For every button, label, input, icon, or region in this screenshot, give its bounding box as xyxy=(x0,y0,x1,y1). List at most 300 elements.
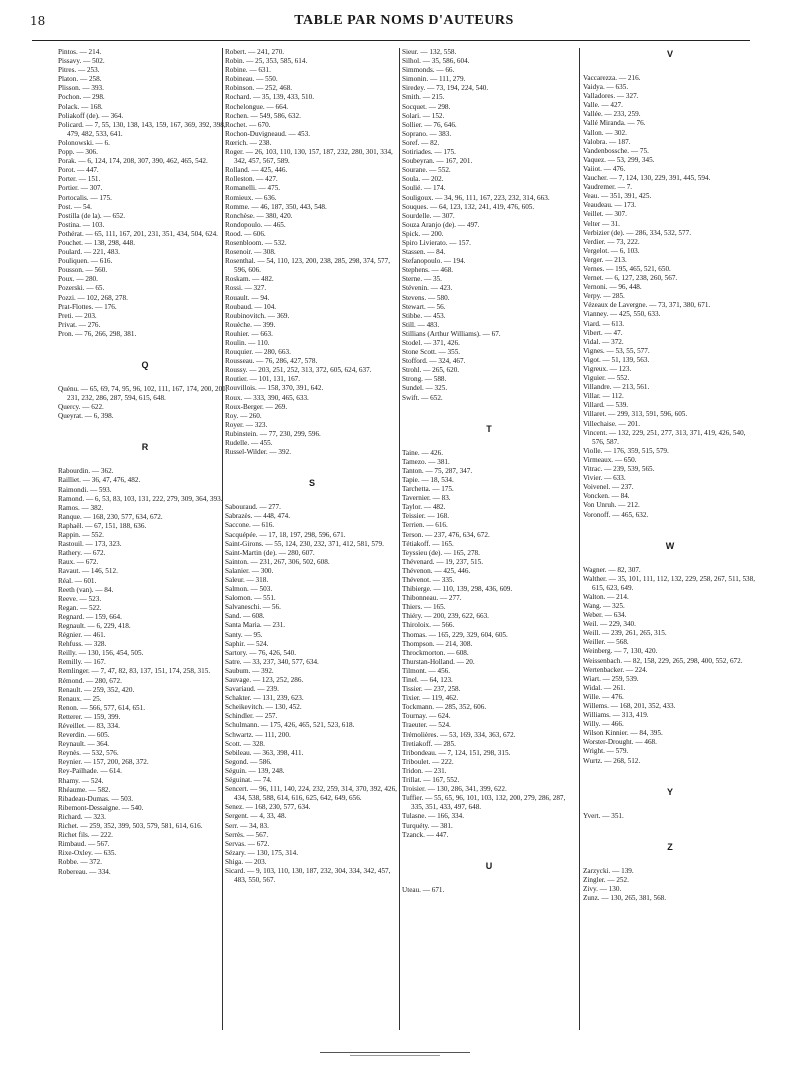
index-entry: Tribondeau. — 7, 124, 151, 298, 315. xyxy=(402,748,511,757)
index-entry: Preti. — 203. xyxy=(58,311,97,320)
index-entry: Wille. — 476. xyxy=(583,692,624,701)
index-entry: Veaudeau. — 173. xyxy=(583,201,637,210)
index-entry: Vignes. — 53, 55, 577. xyxy=(583,346,650,355)
section-letter: T xyxy=(486,423,492,434)
index-entry: Thiéry. — 200, 239, 622, 663. xyxy=(402,612,489,621)
index-entry: Rouhier. — 663. xyxy=(225,329,273,338)
index-entry: Willems. — 168, 201, 352, 433. xyxy=(583,702,676,710)
index-entry: Vitrac. — 239, 539, 565. xyxy=(583,465,655,474)
index-entry: Viguier. — 552. xyxy=(583,374,630,383)
index-entry: Vernet. — 6, 127, 238, 260, 567. xyxy=(583,274,678,283)
index-entry: Thurstan-Holland. — 20. xyxy=(402,657,475,666)
index-entry: Spiro Livierato. — 157. xyxy=(402,238,471,247)
index-entry: Santa Maria. — 231. xyxy=(225,621,286,630)
index-entry: Romanelli. — 475. xyxy=(225,184,281,193)
index-entry: Raimondi. — 593. xyxy=(58,485,112,494)
index-entry: Vernoni. — 96, 448. xyxy=(583,283,642,292)
index-entry: Zingler. — 252. xyxy=(583,875,629,884)
index-entry: Souques. — 64, 123, 132, 241, 419, 476, 605. xyxy=(402,202,535,211)
index-entry: Silhol. — 35, 586, 604. xyxy=(402,57,470,66)
index-entry: Trillat. — 167, 552. xyxy=(402,776,460,785)
index-entry: Réal. — 601. xyxy=(58,576,97,585)
index-entry: Stone Scott. — 355. xyxy=(402,348,461,357)
index-entry: Villandre. — 213, 561. xyxy=(583,383,650,392)
index-entry: Rehfuss. — 328. xyxy=(58,640,107,649)
index-entry: Roubinovitch. — 369. xyxy=(225,311,290,320)
index-entry: Rousseau. — 76, 286, 427, 578. xyxy=(225,357,318,366)
index-entry: Reynault. — 364. xyxy=(58,740,110,749)
index-entry: Teissier. — 168. xyxy=(402,512,450,521)
index-entry: Rémond. — 280, 672. xyxy=(58,676,122,685)
index-entry: Walther. — 35, 101, 111, 112, 132, 229, 258, 267, 511, 538, 615, 623, 649. xyxy=(583,574,756,592)
index-entry: Tarchetta. — 175. xyxy=(402,485,454,494)
index-entry: Tzanck. — 447. xyxy=(402,830,449,839)
index-entry: Rouquier. — 280, 663. xyxy=(225,348,291,357)
index-entry: Sergent. — 4, 33, 48. xyxy=(225,812,287,821)
index-entry: Senez. — 168, 230, 577, 634. xyxy=(225,803,311,812)
index-entry: Schwartz. — 111, 200. xyxy=(225,730,291,739)
index-entry: Robin. — 25, 353, 585, 614. xyxy=(225,57,308,66)
index-entry: Reeth (van). — 84. xyxy=(58,585,114,594)
index-entry: Vallée. — 233, 259. xyxy=(583,110,641,119)
index-entry: Privat. — 276. xyxy=(58,320,101,329)
index-entry: Rochon-Duvigneaud. — 453. xyxy=(225,129,311,138)
index-entry: Thiers. — 165. xyxy=(402,603,446,612)
index-entry: Roskam. — 482. xyxy=(225,275,274,284)
index-entry: Saubum. — 392. xyxy=(225,666,274,675)
index-entry: Vaquez. — 53, 299, 345. xyxy=(583,155,655,164)
index-entry: Weill. — 239, 261, 265, 315. xyxy=(583,629,667,638)
index-entry: Richard. — 323. xyxy=(58,812,106,821)
index-entry: Tridon. — 231. xyxy=(402,766,447,775)
index-entry: Robine. — 631. xyxy=(225,66,271,75)
index-entry: Saint-Martin (de). — 280, 607. xyxy=(225,548,315,557)
index-entry: Stibbe. — 453. xyxy=(402,311,446,320)
index-entry: Rossi. — 327. xyxy=(225,284,267,293)
index-column-1 xyxy=(58,48,232,877)
index-entry: Vaiiot. — 476. xyxy=(583,164,626,173)
index-entry: Ramos. — 382. xyxy=(58,503,104,512)
section-letter: U xyxy=(485,860,493,871)
index-entry: Tulasne. — 166, 334. xyxy=(402,812,465,821)
index-entry: Widal. — 261. xyxy=(583,683,626,692)
index-entry: Reilly. — 130, 156, 454, 505. xyxy=(58,649,144,658)
index-entry: Thévenon. — 425, 446. xyxy=(402,566,471,575)
index-entry: Von Unruh. — 212. xyxy=(583,501,640,510)
index-entry: Ravaut. — 146, 512. xyxy=(58,567,118,576)
index-entry: Yvert. — 351. xyxy=(583,811,624,820)
index-entry: Raphaël. — 67, 151, 188, 636. xyxy=(58,521,147,530)
index-entry: Rey-Pailhade. — 614. xyxy=(58,767,122,776)
index-entry: Violle. — 176, 359, 515, 579. xyxy=(583,446,669,455)
index-entry: Stofford. — 324, 467. xyxy=(402,357,466,366)
index-entry: Salomon. — 551. xyxy=(225,594,276,603)
index-entry: Pintos. — 214. xyxy=(58,48,102,56)
section-letter: S xyxy=(308,478,315,489)
index-entry: Platon. — 258. xyxy=(58,75,102,84)
index-entry: Vigot. — 51, 139, 563. xyxy=(583,355,650,364)
index-entry: Portocalis. — 175. xyxy=(58,193,112,202)
index-entry: Santy. — 95. xyxy=(225,630,263,639)
index-entry: Rochelongue. — 664. xyxy=(225,102,289,111)
index-entry: Rouèche. — 399. xyxy=(225,320,276,329)
index-entry: Régnier. — 461. xyxy=(58,631,106,640)
index-entry: Porak. — 6, 124, 174, 208, 307, 390, 462, 465, 542. xyxy=(58,157,208,166)
index-entry: Wang. — 325. xyxy=(583,601,625,610)
index-entry: Wiart. — 259, 539. xyxy=(583,674,639,683)
index-entry: Roger. — 26, 103, 110, 130, 157, 187, 232, 280, 301, 334, 342, 457, 567, 589. xyxy=(225,148,393,166)
index-entry: Thibierge. — 110, 139, 298, 436, 609. xyxy=(402,585,513,594)
index-entry: Triboulet. — 222. xyxy=(402,757,454,766)
index-entry: Schulmann. — 175, 426, 465, 521, 523, 618. xyxy=(225,721,355,730)
index-entry: Tockmann. — 285, 352, 606. xyxy=(402,703,487,712)
index-entry: Vergelot. — 6, 103. xyxy=(583,246,640,255)
index-entry: Segond. — 586. xyxy=(225,757,272,766)
index-entry: Savariaud. — 239. xyxy=(225,685,279,694)
index-entry: Soprano. — 383. xyxy=(402,129,452,138)
index-entry: Vandenbossche. — 75. xyxy=(583,146,649,155)
index-entry: Romme. — 46, 187, 350, 443, 548. xyxy=(225,202,327,211)
index-entry: Russel-Wilder. — 392. xyxy=(225,448,291,457)
index-entry: Verbizier (de). — 286, 334, 532, 577. xyxy=(583,228,691,237)
index-entry: Virmeaux. — 650. xyxy=(583,455,637,464)
index-entry: Wertenbacker. — 224. xyxy=(583,665,648,674)
index-entry: Schakter. — 131, 239, 623. xyxy=(225,694,304,703)
index-entry: Séguin. — 139, 248. xyxy=(225,766,285,775)
index-entry: Rood. — 606. xyxy=(225,229,266,238)
index-entry: Siredey. — 73, 194, 224, 540. xyxy=(402,84,489,93)
index-entry: Rappin. — 552. xyxy=(58,531,104,540)
index-entry: Thompson. — 214, 308. xyxy=(402,639,473,648)
index-entry: Saccone. — 616. xyxy=(225,521,275,530)
index-entry: Valladores. — 327. xyxy=(583,92,639,101)
index-entry: Veau. — 351, 391, 425. xyxy=(583,192,652,201)
index-entry: Tixier. — 119, 462. xyxy=(402,694,459,703)
index-entry: Satre. — 33, 237, 340, 577, 634. xyxy=(225,657,319,666)
index-entry: Weil. — 229, 340. xyxy=(583,620,636,629)
index-entry: Uteau. — 671. xyxy=(402,885,445,894)
index-entry: Zunz. — 130, 265, 381, 568. xyxy=(583,894,667,903)
index-entry: Royer. — 323. xyxy=(225,420,268,429)
index-entry: Prat-Flottes. — 176. xyxy=(58,302,117,311)
index-entry: Regnault. — 6, 229, 418. xyxy=(58,621,131,630)
index-entry: Richet. — 259, 352, 399, 503, 579, 581, 614, 616. xyxy=(58,822,203,831)
index-entry: Rastouil. — 173, 323. xyxy=(58,540,122,549)
index-entry: Serrès. — 567. xyxy=(225,830,269,839)
index-entry: Vernes. — 195, 465, 521, 650. xyxy=(583,264,671,273)
index-entry: Sabrazès. — 448, 474. xyxy=(225,512,291,521)
index-entry: Tamezo. — 381. xyxy=(402,457,450,466)
index-entry: Plisson. — 393. xyxy=(58,84,104,93)
index-entry: Zarzycki. — 139. xyxy=(583,866,634,875)
index-entry: Turquéty. — 381. xyxy=(402,821,453,830)
index-entry: Tinel. — 64, 123. xyxy=(402,676,453,684)
section-letter: R xyxy=(141,442,149,453)
index-entry: Scott. — 328. xyxy=(225,739,265,748)
index-entry: Thévenot. — 335. xyxy=(402,575,455,584)
section-letter: Y xyxy=(666,786,673,797)
index-entry: Rœrich. — 238. xyxy=(225,138,272,147)
index-entry: Voncken. — 84. xyxy=(583,492,630,501)
index-entry: Pissavy. — 502. xyxy=(58,57,105,66)
section-letter: V xyxy=(666,49,673,59)
index-entry: Rochet. — 670. xyxy=(225,120,271,129)
index-entry: Weber. — 634. xyxy=(583,611,627,620)
index-entry: Wilson Kinnier. — 84, 395. xyxy=(583,729,663,738)
index-column-4 xyxy=(583,48,757,903)
index-entry: Poux. — 280. xyxy=(58,275,98,284)
index-entry: Quercy. — 622. xyxy=(58,403,104,412)
index-entry: Sourane. — 552. xyxy=(402,166,451,175)
index-entry: Villard. — 539. xyxy=(583,401,629,410)
index-entry: Verpy. — 285. xyxy=(583,292,625,301)
index-entry: Soubeyran. — 167, 201. xyxy=(402,157,473,166)
index-entry: Vincent. — 132, 229, 251, 277, 313, 371, 419, 426, 540, 576, 587. xyxy=(583,428,746,446)
index-entry: Vaccarezza. — 216. xyxy=(583,74,641,82)
index-entry: Routier. — 101, 131, 167. xyxy=(225,375,301,384)
index-entry: Vaidya. — 635. xyxy=(583,83,629,92)
index-entry: Sabouraud. — 277. xyxy=(225,503,281,512)
index-entry: Séguinat. — 74. xyxy=(225,776,272,785)
index-entry: Worster-Drought. — 468. xyxy=(583,738,657,747)
index-entry: Rosenbloom. — 532. xyxy=(225,238,287,247)
index-entry: Spick. — 200. xyxy=(402,229,444,238)
index-entry: Rondopoulo. — 465. xyxy=(225,220,286,229)
index-entry: Post. — 54. xyxy=(58,202,92,211)
index-entry: Terson. — 237, 476, 634, 672. xyxy=(402,530,490,539)
index-entry: Rixe-Oxley. — 635. xyxy=(58,849,117,858)
index-entry: Vaudremer. — 7. xyxy=(583,183,633,192)
index-entry: Reeve. — 523. xyxy=(58,594,102,603)
index-entry: Rudelle. — 455. xyxy=(225,439,273,448)
index-entry: Pozzi. — 102, 268, 278. xyxy=(58,293,128,302)
index-entry: Vivier. — 633. xyxy=(583,474,626,483)
index-entry: Reynier. — 157, 200, 268, 372. xyxy=(58,758,149,767)
index-entry: Stassen. — 84. xyxy=(402,248,446,257)
index-entry: Wurtz. — 268, 512. xyxy=(583,756,641,765)
index-entry: Réveillet. — 83, 334. xyxy=(58,722,120,730)
index-entry: Valle. — 427. xyxy=(583,101,623,110)
index-entry: Sieur. — 132, 558. xyxy=(402,48,457,56)
index-entry: Pousson. — 560. xyxy=(58,266,108,275)
index-entry: Servas. — 672. xyxy=(225,839,270,848)
index-entry: Thibonneau. — 277. xyxy=(402,594,462,603)
index-entry: Shiga. — 203. xyxy=(225,857,267,866)
section-letter: Z xyxy=(667,841,673,852)
index-entry: Taine. — 426. xyxy=(402,448,444,457)
index-entry: Willy. — 466. xyxy=(583,720,624,729)
index-entry: Railliet. — 36, 47, 476, 482. xyxy=(58,476,141,485)
index-entry: Soula. — 202. xyxy=(402,175,444,184)
section-letter: Q xyxy=(141,360,149,370)
index-entry: Soref. — 82. xyxy=(402,138,440,147)
index-entry: Renaux. — 25. xyxy=(58,694,102,703)
index-entry: Rimbaud. — 567. xyxy=(58,840,110,849)
page-title: TABLE PAR NOMS D'AUTEURS xyxy=(294,13,514,28)
index-entry: Sacquépée. — 17, 18, 197, 298, 596, 671. xyxy=(225,530,346,539)
index-entry: Roussy. — 203, 251, 252, 313, 372, 605, 624, 637. xyxy=(225,366,372,375)
index-entry: Rosenthal. — 54, 110, 123, 200, 238, 285, 298, 374, 577, 596, 606. xyxy=(225,257,391,275)
index-entry: Popp. — 306. xyxy=(58,148,98,157)
index-entry: Sotiriades. — 175. xyxy=(402,148,456,157)
index-entry: Vigreux. — 123. xyxy=(583,365,632,373)
index-entry: Tretiakoff. — 285. xyxy=(402,739,456,748)
index-entry: Troisier. — 130, 286, 341, 399, 622. xyxy=(402,785,507,794)
index-entry: Still. — 483. xyxy=(402,320,440,329)
index-entry: Sand. — 608. xyxy=(225,612,265,621)
index-entry: Villechaise. — 201. xyxy=(583,419,641,428)
index-entry: Polack. — 168. xyxy=(58,102,103,111)
index-entry: Soulié. — 174. xyxy=(402,184,446,193)
index-column-2 xyxy=(225,48,399,885)
index-entry: Pothérat. — 65, 111, 167, 201, 231, 351, 434, 504, 624. xyxy=(58,229,218,238)
index-entry: Teyssieu (de). — 165, 278. xyxy=(402,548,480,557)
index-entry: Velter — 31. xyxy=(583,219,620,228)
index-entry: Sartory. — 76, 426, 540. xyxy=(225,648,297,657)
index-entry: Weissenbach. — 82, 158, 229, 265, 298, 400, 552, 672. xyxy=(583,656,743,665)
index-entry: Polonowski. — 6. xyxy=(58,138,110,147)
index-column-3 xyxy=(402,48,576,895)
index-entry: Stévenin. — 423. xyxy=(402,284,453,293)
index-entry: Stephens. — 468. xyxy=(402,266,454,275)
index-entry: Tanton. — 75, 287, 347. xyxy=(402,466,473,475)
index-entry: Socquet. — 298. xyxy=(402,102,451,111)
index-entry: Tournay. — 624. xyxy=(402,712,451,721)
index-entry: Salanier. — 300. xyxy=(225,566,274,575)
index-entry: Tapie. — 18, 534. xyxy=(402,475,454,484)
index-entry: Portier. — 307. xyxy=(58,184,103,193)
index-entry: Reverdin. — 605. xyxy=(58,731,110,740)
index-entry: Stevens. — 580. xyxy=(402,293,450,302)
bottom-ornament xyxy=(320,1052,470,1056)
index-entry: Policard. — 7, 55, 130, 138, 143, 159, 167, 369, 392, 398, 479, 482, 533, 641. xyxy=(58,120,226,138)
index-entry: Tétiakoff. — 165. xyxy=(402,539,454,548)
index-entry: Regnard. — 159, 664. xyxy=(58,612,122,621)
index-entry: Quénu. — 65, 69, 74, 95, 96, 102, 111, 167, 174, 200, 201, 231, 232, 286, 287, 594, 615, 648. xyxy=(58,385,228,403)
index-entry: Strong. — 588. xyxy=(402,375,447,384)
index-entry: Stillians (Arthur Williams). — 67. xyxy=(402,329,501,338)
index-entry: Sundel. — 325. xyxy=(402,384,448,393)
index-entry: Thomas. — 165, 229, 329, 604, 605. xyxy=(402,630,508,639)
index-entry: Sollier. — 76, 646. xyxy=(402,120,457,129)
index-entry: Vézeaux de Lavergne. — 73, 371, 380, 671. xyxy=(583,301,711,310)
index-entry: Raux. — 672. xyxy=(58,558,99,567)
index-entry: Vibert. — 47. xyxy=(583,328,623,337)
index-entry: Tuffier. — 55, 65, 96, 101, 103, 132, 200, 279, 286, 287, 335, 351, 433, 497, 648. xyxy=(402,794,566,812)
index-entry: Pouchet. — 138, 298, 448. xyxy=(58,238,136,247)
index-entry: Thévenard. — 19, 237, 515. xyxy=(402,557,484,566)
index-entry: Swift. — 652. xyxy=(402,393,443,402)
index-entry: Rochen. — 549, 586, 632. xyxy=(225,111,301,120)
index-entry: Souza Aranjo (de). — 497. xyxy=(402,220,480,229)
index-entry: Verdier. — 73, 222. xyxy=(583,237,640,246)
index-entry: Vaucher. — 7, 124, 130, 229, 391, 445, 594. xyxy=(583,174,711,183)
index-entry: Rolleston. — 427. xyxy=(225,175,278,184)
index-entry: Rouvillois. — 158, 370, 391, 642. xyxy=(225,384,324,393)
index-entry: Rhéaume. — 582. xyxy=(58,785,111,794)
index-entry: Rosenoir. — 308. xyxy=(225,248,276,257)
index-entry: Wagner. — 82, 307. xyxy=(583,565,641,574)
index-entry: Rathery. — 672. xyxy=(58,549,106,558)
index-entry: Roux. — 333, 390, 465, 633. xyxy=(225,393,309,402)
index-entry: Sebileau. — 363, 398, 411. xyxy=(225,748,304,757)
index-entry: Schindler. — 257. xyxy=(225,712,278,721)
index-entry: Poulard. — 221, 483. xyxy=(58,248,120,257)
index-entry: Pron. — 76, 266, 298, 381. xyxy=(58,329,137,338)
index-entry: Rhamy. — 524. xyxy=(58,776,104,785)
index-entry: Richet fils. — 222. xyxy=(58,831,113,840)
index-entry: Ranque. — 168, 230, 577, 634, 672. xyxy=(58,512,163,521)
index-entry: Smith. — 215. xyxy=(402,93,445,102)
index-entry: Wright. — 579. xyxy=(583,747,629,756)
index-entry: Salmon. — 503. xyxy=(225,585,273,594)
index-entry: Valobra. — 187. xyxy=(583,137,631,146)
index-entry: Robert. — 241, 270. xyxy=(225,48,285,56)
index-entry: Poliakoff (de). — 364. xyxy=(58,111,124,120)
index-entry: Strohl. — 265, 620. xyxy=(402,366,460,375)
index-entry: Thiroloix. — 566. xyxy=(402,621,455,630)
index-entry: Stodel. — 371, 426. xyxy=(402,339,460,347)
index-entry: Voronoff. — 465, 632. xyxy=(583,510,649,519)
index-entry: Tissier. — 237, 258. xyxy=(402,685,461,694)
index-entry: Renon. — 566, 577, 614, 651. xyxy=(58,703,146,712)
index-columns xyxy=(58,48,770,1048)
index-entry: Vallé Miranda. — 76. xyxy=(583,119,646,128)
index-entry: Reynès. — 532, 576. xyxy=(58,749,119,758)
index-entry: Regan. — 522. xyxy=(58,603,102,612)
index-entry: Tavernier. — 83. xyxy=(402,494,451,503)
index-entry: Remlinger. — 7, 47, 82, 83, 137, 151, 174, 258, 315. xyxy=(58,667,211,676)
index-entry: Verger. — 213. xyxy=(583,255,627,264)
index-entry: Vianney. — 425, 550, 633. xyxy=(583,310,661,319)
index-entry: Scheikevitch. — 130, 452. xyxy=(225,703,302,712)
index-entry: Roulin. — 110. xyxy=(225,339,270,347)
index-entry: Porot. — 447. xyxy=(58,166,99,175)
index-entry: Saint-Girons. — 55, 124, 230, 232, 371, 412, 581, 579. xyxy=(225,539,384,548)
index-entry: Saleur. — 318. xyxy=(225,575,269,584)
index-entry: Rolland. — 425, 446. xyxy=(225,166,288,175)
index-entry: Robereau. — 334. xyxy=(58,867,111,876)
index-entry: Pozerski. — 65. xyxy=(58,284,105,293)
index-entry: Stewart. — 56. xyxy=(402,302,446,311)
index-entry: Roux-Berger. — 269. xyxy=(225,402,288,411)
index-entry: Veillet. — 307. xyxy=(583,210,627,219)
index-entry: Throckmorton. — 608. xyxy=(402,648,469,657)
index-entry: Sauvage. — 123, 252, 286. xyxy=(225,676,304,684)
index-entry: Retterer. — 159, 399. xyxy=(58,712,121,721)
index-entry: Remilly. — 167. xyxy=(58,658,106,667)
index-entry: Rabourdin. — 362. xyxy=(58,467,114,476)
index-entry: Robbe. — 372. xyxy=(58,858,102,867)
page-number: 18 xyxy=(30,14,46,28)
index-entry: Queyrat. — 6, 398. xyxy=(58,412,114,421)
index-entry: Villaret. — 299, 313, 591, 596, 605. xyxy=(583,410,688,419)
index-entry: Trémolières. — 53, 169, 334, 363, 672. xyxy=(402,730,516,739)
index-entry: Sicard. — 9, 103, 110, 130, 187, 232, 304, 334, 342, 457, 483, 550, 567. xyxy=(225,866,391,885)
index-entry: Sencert. — 96, 111, 140, 224, 232, 259, 314, 370, 392, 426, 434, 538, 588, 614, 616, 625, 642, 649, 656. xyxy=(225,785,397,803)
index-entry: Pitres. — 253. xyxy=(58,66,100,75)
index-entry: Serr. — 34, 83. xyxy=(225,821,269,830)
index-entry: Ronchèse. — 380, 420. xyxy=(225,211,293,220)
index-entry: Ramond. — 6, 53, 83, 103, 131, 222, 279, 309, 364, 393. xyxy=(58,494,223,503)
index-entry: Stefanopoulo. — 194. xyxy=(402,257,466,266)
index-entry: Vallon. — 302. xyxy=(583,128,627,137)
index-entry: Sterne. — 35. xyxy=(402,275,442,284)
header-rule xyxy=(32,40,750,41)
index-entry: Postina. — 103. xyxy=(58,220,105,229)
page-header xyxy=(30,12,778,36)
index-entry: Renault. — 259, 352, 420. xyxy=(58,685,135,694)
